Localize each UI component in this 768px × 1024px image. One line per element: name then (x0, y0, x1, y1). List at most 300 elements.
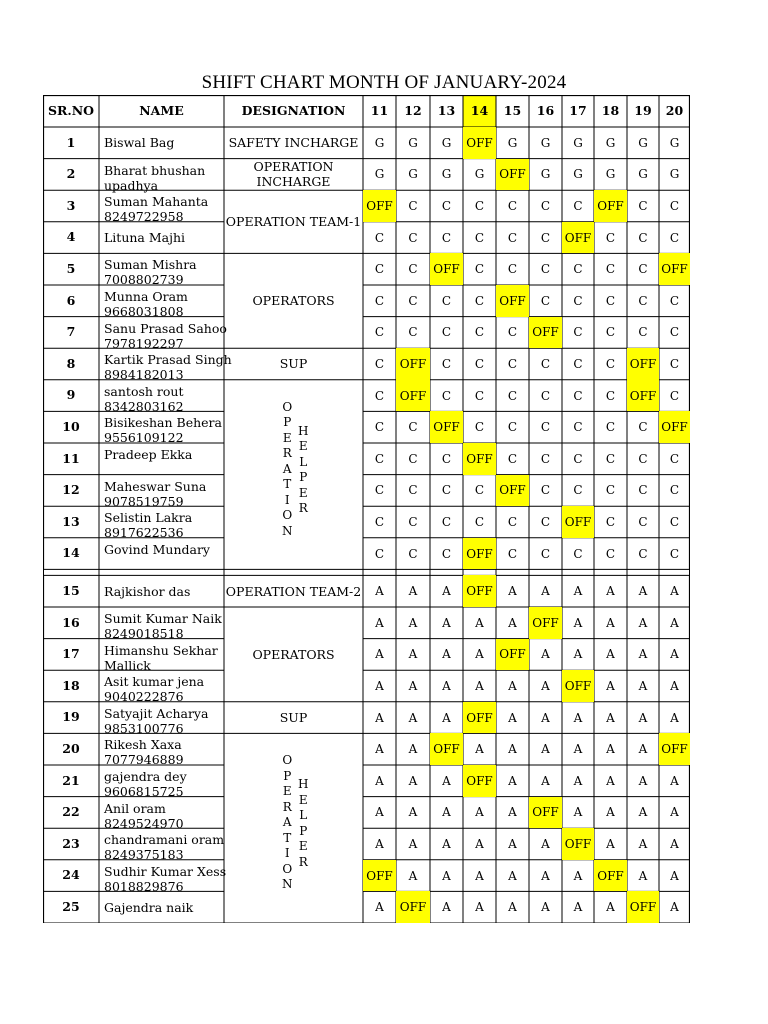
shift-cell: OFF (627, 891, 659, 923)
designation-text: OPERATION TEAM-2 (225, 583, 362, 599)
shift-cell: C (441, 325, 452, 340)
shift-cell: C (540, 388, 551, 403)
shift-cell: A (375, 773, 384, 788)
shift-cell: C (507, 262, 518, 277)
vertical-letter: O (282, 508, 293, 523)
shift-cell: C (573, 546, 583, 561)
shift-cell: C (507, 420, 518, 435)
shift-cell: A (541, 773, 550, 788)
shift-cell: C (441, 514, 452, 529)
employee-phone: 7008802739 (104, 272, 184, 288)
shift-cell: OFF (562, 222, 594, 254)
shift-cell: C (474, 293, 485, 308)
row-srno: 1 (66, 134, 76, 150)
shift-cell: OFF (430, 411, 463, 443)
row-srno: 5 (66, 260, 76, 276)
shift-cell: C (638, 483, 648, 498)
shift-cell: C (507, 514, 518, 529)
shift-cell: A (638, 710, 648, 725)
shift-cell: C (507, 388, 518, 403)
employee-phone: 8249375183 (104, 847, 184, 863)
shift-cell: C (474, 325, 485, 340)
shift-cell: C (638, 262, 648, 277)
shift-cell: C (374, 230, 385, 245)
shift-cell: A (508, 678, 517, 693)
shift-cell: A (541, 678, 550, 693)
vertical-letter: P (283, 415, 292, 430)
designation-text: OPERATION TEAM-1 (225, 214, 362, 230)
employee-name: Lituna Majhi (104, 230, 186, 246)
shift-cell: C (638, 546, 648, 561)
shift-cell: C (474, 514, 485, 529)
shift-cell: OFF (396, 891, 430, 923)
vertical-letter: H (298, 777, 309, 792)
shift-cell: C (408, 546, 418, 561)
header-name: NAME (139, 102, 184, 118)
shift-cell: C (408, 514, 418, 529)
shift-cell: G (605, 135, 616, 150)
employee-phone: Mallick (104, 657, 151, 673)
employee-phone: 8984182013 (104, 367, 184, 383)
shift-cell: G (573, 135, 583, 150)
row-name (99, 828, 225, 863)
shift-cell: OFF (463, 702, 496, 734)
shift-cell: A (508, 584, 517, 599)
employee-name: Maheswar Suna (104, 478, 207, 494)
shift-cell: A (573, 584, 583, 599)
shift-cell: A (606, 773, 615, 788)
shift-cell: A (670, 647, 679, 662)
shift-cell: A (638, 584, 648, 599)
row-name (99, 765, 224, 797)
shift-cell: A (670, 868, 679, 883)
shift-cell: A (375, 710, 384, 725)
shift-cell: C (474, 388, 485, 403)
shift-cell: A (573, 647, 583, 662)
shift-cell: OFF (430, 253, 463, 285)
row-srno: 16 (62, 614, 80, 630)
shift-cell: A (541, 710, 550, 725)
shift-cell: G (441, 167, 452, 182)
employee-name: Himanshu Sekhar (104, 642, 218, 658)
shift-cell: C (374, 420, 385, 435)
shift-cell: C (374, 514, 385, 529)
shift-cell: A (606, 678, 615, 693)
shift-cell: A (541, 836, 550, 851)
shift-cell: A (408, 868, 418, 883)
designation-operation-helper (224, 380, 363, 570)
shift-cell: A (573, 773, 583, 788)
row-srno: 15 (62, 582, 80, 598)
vertical-label-operation (282, 400, 293, 540)
shift-cell: C (573, 356, 583, 371)
shift-cell: A (606, 836, 615, 851)
shift-cell: C (474, 262, 485, 277)
shift-cell: A (638, 836, 648, 851)
shift-cell: A (606, 584, 615, 599)
shift-cell: A (375, 647, 384, 662)
shift-cell: OFF (529, 797, 562, 829)
header-day-18: 18 (601, 102, 620, 118)
vertical-letter: T (283, 477, 292, 492)
shift-cell: C (573, 262, 583, 277)
row-name (99, 575, 224, 607)
row-srno: 13 (62, 513, 80, 529)
shift-cell: C (474, 198, 485, 213)
vertical-letter: O (282, 753, 293, 768)
employee-phone: 9853100776 (104, 720, 184, 736)
shift-cell: C (638, 325, 648, 340)
shift-cell: C (669, 293, 680, 308)
shift-cell: A (408, 773, 418, 788)
row-name (99, 506, 224, 541)
shift-cell: A (508, 773, 517, 788)
employee-name: Munna Oram (104, 289, 188, 304)
vertical-letter: P (283, 768, 292, 783)
shift-cell: C (408, 198, 418, 213)
vertical-letter: E (282, 784, 292, 799)
shift-cell: C (605, 420, 616, 435)
vertical-letter: O (282, 861, 293, 876)
vertical-letter: E (298, 839, 308, 854)
shift-cell: C (669, 356, 680, 371)
shift-cell: A (408, 678, 418, 693)
shift-cell: A (573, 710, 583, 725)
shift-cell: A (606, 615, 615, 630)
shift-cell: A (408, 710, 418, 725)
shift-cell: C (638, 451, 648, 466)
shift-cell: C (474, 230, 485, 245)
shift-cell: OFF (594, 860, 627, 892)
shift-cell: OFF (659, 733, 690, 765)
shift-cell: A (408, 584, 418, 599)
shift-cell: C (507, 325, 518, 340)
shift-cell: OFF (496, 159, 529, 191)
header-day-11: 11 (370, 102, 389, 118)
designation-cell (224, 159, 363, 191)
shift-cell: C (638, 230, 648, 245)
shift-cell: G (573, 167, 583, 182)
shift-cell: A (408, 742, 418, 757)
row-name (99, 443, 224, 475)
row-name (99, 860, 227, 894)
row-name (99, 670, 224, 705)
shift-cell: A (508, 836, 517, 851)
employee-name: santosh rout (104, 383, 184, 399)
shift-cell: OFF (463, 127, 496, 159)
vertical-letter: E (282, 430, 292, 445)
shift-cell: C (441, 483, 452, 498)
shift-cell: A (541, 868, 550, 883)
vertical-letter: I (284, 846, 290, 861)
shift-cell: OFF (363, 190, 396, 222)
designation-text: OPERATORS (252, 646, 335, 662)
vertical-letter: A (282, 461, 292, 476)
shift-cell: A (408, 615, 418, 630)
shift-cell: OFF (363, 860, 396, 892)
shift-cell: C (374, 483, 385, 498)
shift-cell: A (670, 584, 679, 599)
shift-cell: C (540, 483, 551, 498)
employee-name: Kartik Prasad Singh (104, 352, 232, 368)
vertical-letter: L (299, 808, 308, 823)
shift-cell: C (540, 198, 551, 213)
row-srno: 8 (66, 355, 76, 371)
row-srno: 4 (66, 229, 76, 245)
designation-cell (224, 253, 363, 348)
shift-cell: A (670, 805, 679, 820)
shift-cell: C (669, 483, 680, 498)
shift-cell: C (540, 293, 551, 308)
shift-cell: C (441, 293, 452, 308)
vertical-letter: A (282, 815, 292, 830)
shift-cell: C (573, 293, 583, 308)
shift-cell: OFF (627, 380, 659, 412)
vertical-letter: E (298, 792, 308, 807)
shift-cell: OFF (463, 538, 496, 570)
shift-cell: A (670, 900, 679, 915)
shift-cell: C (441, 230, 452, 245)
shift-cell: C (474, 420, 485, 435)
employee-phone: upadhya (104, 177, 159, 193)
employee-name: Suman Mishra (104, 257, 197, 273)
shift-cell: C (638, 198, 648, 213)
vertical-letter: N (282, 877, 293, 892)
row-srno: 22 (62, 804, 80, 820)
shift-cell: A (508, 742, 517, 757)
shift-cell: C (441, 388, 452, 403)
shift-cell: A (442, 805, 451, 820)
shift-cell: C (408, 451, 418, 466)
row-srno: 7 (66, 324, 76, 340)
shift-cell: C (605, 262, 616, 277)
shift-cell: C (374, 546, 385, 561)
shift-cell: OFF (396, 380, 430, 412)
shift-cell: C (605, 325, 616, 340)
designation-text: OPERATION (253, 159, 334, 175)
shift-cell: A (508, 900, 517, 915)
row-srno: 17 (62, 646, 80, 662)
shift-cell: G (540, 135, 551, 150)
vertical-letter: R (282, 799, 292, 814)
shift-cell: A (375, 836, 384, 851)
page-title: SHIFT CHART MONTH OF JANUARY-2024 (201, 72, 567, 93)
shift-cell: A (541, 742, 550, 757)
shift-cell: C (573, 198, 583, 213)
shift-cell: OFF (627, 348, 659, 380)
row-srno: 23 (62, 835, 80, 851)
shift-cell: C (374, 388, 385, 403)
row-srno: 14 (62, 545, 80, 561)
shift-cell: A (638, 678, 648, 693)
row-srno: 24 (62, 867, 80, 883)
shift-cell: A (670, 615, 679, 630)
row-srno: 3 (66, 197, 76, 213)
shift-cell: C (441, 198, 452, 213)
row-srno: 11 (62, 450, 80, 466)
shift-cell: A (475, 836, 484, 851)
employee-name: Asit kumar jena (104, 674, 205, 690)
shift-cell: G (408, 135, 418, 150)
row-name (99, 127, 224, 159)
employee-name: Biswal Bag (104, 135, 175, 151)
row-srno: 12 (62, 482, 80, 498)
shift-cell: C (638, 514, 648, 529)
shift-cell: A (408, 805, 418, 820)
shift-cell: G (474, 167, 485, 182)
employee-name: Satyajit Acharya (104, 705, 209, 721)
shift-cell: A (638, 742, 648, 757)
shift-cell: C (669, 325, 680, 340)
header-day-20: 20 (665, 102, 684, 118)
shift-cell: A (475, 615, 484, 630)
shift-cell: A (408, 647, 418, 662)
row-name (99, 317, 227, 351)
employee-phone: 8249018518 (104, 626, 184, 641)
vertical-letter: R (298, 854, 308, 869)
employee-name: Suman Mahanta (104, 194, 209, 210)
row-name (99, 253, 224, 288)
employee-phone: 7077946889 (104, 752, 184, 768)
vertical-letter: R (282, 446, 292, 461)
shift-cell: OFF (529, 607, 562, 639)
shift-cell: C (441, 546, 452, 561)
row-srno: 10 (62, 418, 80, 434)
shift-cell: OFF (496, 475, 529, 507)
row-name (99, 475, 224, 507)
shift-cell: C (605, 451, 616, 466)
header-day-14: 14 (470, 102, 489, 118)
designation-cell (224, 575, 363, 607)
employee-name: Sumit Kumar Naik (104, 611, 222, 626)
shift-cell: C (605, 293, 616, 308)
employee-name: Bisikeshan Behera (104, 415, 222, 431)
shift-cell: C (669, 388, 680, 403)
header-day-12: 12 (404, 102, 422, 118)
shift-cell: C (474, 356, 485, 371)
shift-cell: C (441, 356, 452, 371)
shift-cell: C (474, 483, 485, 498)
employee-name: Pradeep Ekka (104, 447, 193, 462)
employee-name: Anil oram (104, 800, 166, 816)
shift-cell: C (507, 356, 518, 371)
row-srno: 25 (62, 898, 80, 914)
shift-cell: G (638, 167, 648, 182)
row-srno: 18 (62, 677, 80, 693)
shift-cell: A (670, 773, 679, 788)
shift-cell: C (374, 293, 385, 308)
vertical-letter: P (299, 470, 308, 485)
vertical-letter: H (298, 423, 309, 438)
row-name (99, 159, 224, 191)
employee-phone: 9606815725 (104, 784, 184, 799)
shift-cell: A (638, 615, 648, 630)
shift-cell: OFF (529, 317, 562, 349)
designation-text: INCHARGE (256, 174, 331, 190)
shift-cell: OFF (496, 285, 529, 317)
shift-cell: A (475, 647, 484, 662)
shift-cell: A (375, 805, 384, 820)
employee-name: chandramani oram (104, 832, 225, 848)
shift-cell: OFF (463, 765, 496, 797)
shift-cell: C (408, 420, 418, 435)
row-name (99, 285, 224, 317)
shift-cell: A (638, 647, 648, 662)
shift-cell: A (606, 805, 615, 820)
shift-cell: A (475, 900, 484, 915)
shift-cell: C (573, 483, 583, 498)
shift-cell: A (508, 805, 517, 820)
employee-phone: 8249722958 (104, 209, 184, 225)
shift-cell: A (475, 678, 484, 693)
designation-cell (224, 127, 363, 159)
shift-cell: G (669, 167, 680, 182)
row-name (99, 190, 224, 225)
row-name (99, 538, 224, 570)
shift-cell: A (442, 836, 451, 851)
shift-cell: C (605, 546, 616, 561)
shift-cell: C (669, 514, 680, 529)
shift-cell: OFF (496, 639, 529, 671)
shift-chart-table (43, 95, 690, 923)
header-day-13: 13 (437, 102, 456, 118)
designation-cell (224, 702, 363, 734)
vertical-letter: R (298, 501, 308, 516)
shift-cell: C (408, 230, 418, 245)
shift-cell: G (408, 167, 418, 182)
shift-cell: A (670, 678, 679, 693)
employee-phone: 8249524970 (104, 815, 184, 831)
shift-cell: A (475, 742, 484, 757)
employee-name: Govind Mundary (104, 541, 210, 557)
shift-cell: A (375, 742, 384, 757)
shift-cell: OFF (562, 828, 594, 860)
shift-cell: A (573, 805, 583, 820)
row-name (99, 411, 224, 446)
row-srno: 20 (62, 740, 80, 756)
header-srno: SR.NO (47, 102, 95, 118)
shift-cell: A (606, 710, 615, 725)
vertical-label-helper (298, 777, 308, 870)
employee-phone: 7978192297 (104, 335, 184, 351)
employee-name: gajendra dey (104, 769, 187, 784)
shift-cell: G (540, 167, 551, 182)
row-srno: 9 (66, 387, 76, 403)
shift-cell: C (573, 388, 583, 403)
employee-phone: 9078519759 (104, 493, 184, 509)
shift-cell: C (573, 325, 583, 340)
row-name (99, 702, 224, 734)
shift-cell: OFF (562, 670, 594, 702)
employee-phone: 9040222876 (104, 689, 184, 705)
shift-cell: G (374, 167, 385, 182)
shift-cell: C (605, 514, 616, 529)
header-designation: DESIGNATION (241, 102, 346, 118)
shift-cell: A (573, 742, 583, 757)
shift-cell: G (374, 135, 385, 150)
row-srno: 21 (62, 772, 80, 788)
shift-cell: OFF (659, 253, 690, 285)
designation-cell (224, 348, 363, 380)
shift-cell: C (507, 230, 518, 245)
shift-cell: C (605, 483, 616, 498)
row-name (99, 348, 232, 383)
shift-cell: C (573, 420, 583, 435)
shift-cell: A (442, 615, 451, 630)
row-name (99, 639, 224, 671)
designation-cell (224, 607, 363, 702)
shift-cell: G (638, 135, 648, 150)
